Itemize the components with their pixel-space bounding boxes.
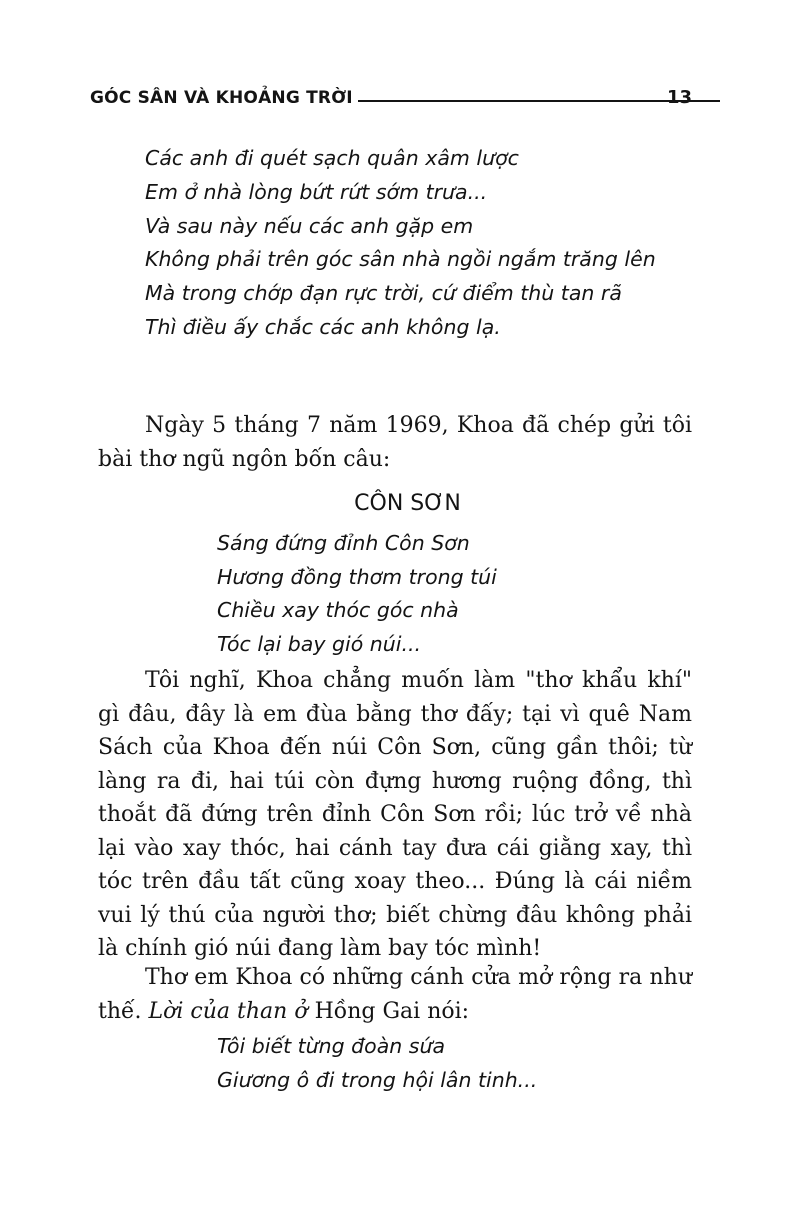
header-rule (358, 100, 720, 102)
paragraph-intro (98, 409, 692, 476)
verse-line: Và sau này nếu các anh gặp em (145, 213, 474, 238)
paragraph-hong-gai (98, 961, 692, 1028)
paragraph-lead: Thơ em Khoa có những cánh cửa mở rộng ra như thế. (98, 965, 692, 1024)
paragraph-commentary-text: Tôi nghĩ, Khoa chẳng muốn làm "thơ khẩu khí" gì đâu, đây là em đùa bằng thơ đấy; tại vì quê Nam Sách của Khoa đến núi Côn Sơn, cũng gần thôi; từ làng ra đi, hai túi còn đựng hương ruộng đồng, thì thoắt đã đứng trên đỉnh Côn Sơn rồi; lúc trở về nhà lại vào xay thóc, hai cánh tay đưa cái giằng xay, thì tóc trên đầu tất cũng xoay theo... Đúng là cái niềm vui lý thú của người thơ; biết chừng đâu không phải là chính gió núi đang làm bay tóc mình! (98, 668, 692, 961)
verse-line: Mà trong chớp đạn rực trời, cứ điểm thù tan rã (145, 281, 622, 306)
page-number: 13 (666, 87, 692, 108)
verse-line: Giương ô đi trong hội lân tinh... (217, 1067, 538, 1092)
verse-block-1 (145, 142, 656, 345)
verse-line: Không phải trên góc sân nhà ngồi ngắm trăng lên (145, 247, 656, 272)
running-header (90, 84, 692, 112)
verse-line: Thì điều ấy chắc các anh không lạ. (145, 314, 501, 339)
verse-block-2 (217, 1030, 537, 1097)
poem-line: Tóc lại bay gió núi... (217, 631, 422, 656)
verse-line: Các anh đi quét sạch quân xâm lược (145, 146, 519, 170)
poem-title: CÔN SƠN (354, 491, 461, 516)
verse-line: Em ở nhà lòng bứt rứt sớm trưa... (145, 179, 488, 204)
paragraph-intro-text: Ngày 5 tháng 7 năm 1969, Khoa đã chép gửi tôi bài thơ ngũ ngôn bốn câu: (98, 413, 692, 472)
poem-line: Sáng đứng đỉnh Côn Sơn (217, 531, 470, 555)
poem-line: Hương đồng thơm trong túi (217, 564, 497, 589)
running-title: GÓC SÂN VÀ KHOẢNG TRỜI (90, 88, 353, 108)
poem-con-son (217, 527, 497, 661)
verse-line: Tôi biết từng đoàn sứa (217, 1034, 446, 1058)
paragraph-tail: Hồng Gai nói: (314, 998, 470, 1024)
paragraph-commentary (98, 664, 692, 966)
poem-line: Chiều xay thóc góc nhà (217, 598, 459, 623)
poem-title-inline: Lời của than ở (148, 998, 308, 1024)
